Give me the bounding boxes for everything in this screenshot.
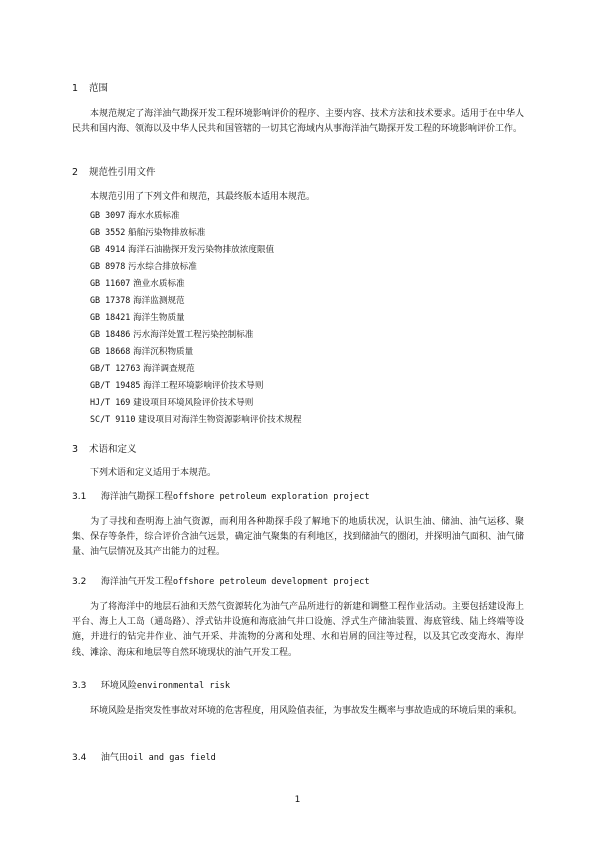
reference-code: GB 18421 [90, 312, 131, 322]
reference-name: 污水综合排放标准 [128, 262, 197, 272]
reference-name: 海洋石油勘探开发污染物排放浓度限值 [128, 245, 275, 255]
term-name-en: offshore petroleum development project [172, 577, 370, 587]
term-number: 3.4 [72, 753, 87, 763]
reference-name: 污水海洋处置工程污染控制标准 [133, 330, 254, 340]
reference-item [90, 294, 185, 308]
section-number: 1 [72, 83, 79, 94]
paragraph-text: 本规范引用了下列文件和规范，其最终版本适用本规范。 [90, 192, 316, 202]
term-3-3-definition [72, 704, 524, 719]
definition-text: 为了将海洋中的地层石油和天然气资源转化为油气产品所进行的新建和调整工程作业活动。主要包括建设海上平台、海上人工岛（通岛路）、浮式钻井设施和海底油气井口设施、浮式生产储油装置、海底管线、陆上终端等设施，并进行的钻完井作业、油气开采、井流物的分离和处理、水和岩屑的回注等过程，以及其它改变海水、海岸线、滩涂、海床和地层等自然环境现状的油气开发工程。 [72, 602, 524, 658]
reference-name: 海洋沉积物质量 [133, 347, 194, 357]
reference-name: 船舶污染物排放标准 [128, 228, 206, 238]
term-3-2-definition [72, 600, 524, 661]
reference-item [90, 226, 205, 240]
definition-text: 为了寻找和查明海上油气资源，而利用各种勘探手段了解地下的地质状况，认识生油、储油、油气运移、聚集、保存等条件，综合评价含油气远景，确定油气聚集的有利地区，找到储油气的圈闭，并探明油气面积、油气储量、油气层情况及其产出能力的过程。 [72, 517, 524, 558]
term-3-1-definition [72, 515, 524, 561]
reference-item [90, 277, 185, 291]
reference-name: 海洋调查规范 [143, 364, 195, 374]
reference-code: GB 18486 [90, 329, 131, 339]
reference-name: 海洋工程环境影响评价技术导则 [143, 381, 264, 391]
reference-code: GB 11607 [90, 278, 131, 288]
section-2-paragraph [72, 190, 524, 205]
term-number: 3.3 [72, 681, 87, 691]
term-number: 3.1 [72, 492, 87, 502]
reference-name: 建设项目环境风险评价技术导则 [133, 398, 254, 408]
paragraph-text: 本规范规定了海洋油气勘探开发工程环境影响评价的程序、主要内容、技术方法和技术要求。适用于在中华人民共和国内海、领海以及中华人民共和国管辖的一切其它海域内从事海洋油气勘探开发工程的环境影响评价工作。 [72, 109, 524, 135]
definition-text: 环境风险是指突发性事故对环境的危害程度，用风险值表征，为事故发生概率与事故造成的环境后果的乘积。 [90, 706, 523, 716]
reference-item [90, 260, 197, 274]
reference-code: GB/T 19485 [90, 380, 141, 390]
reference-code: GB 8978 [90, 261, 126, 271]
reference-item [90, 413, 301, 427]
reference-code: HJ/T 169 [90, 397, 131, 407]
reference-name: 渔业水质标准 [133, 279, 185, 289]
section-1-paragraph [72, 107, 524, 137]
term-3-3-heading [72, 680, 230, 693]
term-3-1-heading [72, 491, 370, 504]
reference-name: 海洋监测规范 [133, 296, 185, 306]
reference-item [90, 345, 193, 359]
reference-code: GB/T 12763 [90, 363, 141, 373]
reference-code: SC/T 9110 [90, 414, 136, 424]
term-name-en: oil and gas field [127, 753, 216, 763]
term-name-en: environmental risk [136, 681, 231, 691]
section-title: 术语和定义 [89, 444, 137, 455]
reference-item [90, 396, 253, 410]
reference-code: GB 18668 [90, 346, 131, 356]
term-name-en: offshore petroleum exploration project [172, 492, 370, 502]
reference-code: GB 3097 [90, 210, 126, 220]
reference-name: 建设项目对海洋生物资源影响评价技术规程 [138, 415, 302, 425]
page-number: 1 [294, 795, 301, 805]
reference-item [90, 328, 253, 342]
reference-item [90, 209, 180, 223]
section-number: 3 [72, 444, 79, 455]
section-3-paragraph [72, 466, 524, 481]
section-3-heading [72, 443, 137, 456]
reference-code: GB 4914 [90, 244, 126, 254]
term-number: 3.2 [72, 577, 87, 587]
term-name-cn: 海洋油气勘探工程 [100, 492, 173, 502]
reference-name: 海洋生物质量 [133, 313, 185, 323]
reference-item [90, 311, 185, 325]
term-3-2-heading [72, 576, 370, 589]
term-name-cn: 环境风险 [100, 681, 137, 691]
reference-code: GB 17378 [90, 295, 131, 305]
section-number: 2 [72, 167, 79, 178]
section-1-heading [72, 82, 108, 95]
reference-item [90, 379, 263, 393]
section-2-heading [72, 166, 156, 179]
section-title: 范围 [89, 83, 109, 94]
term-name-cn: 油气田 [100, 753, 128, 763]
reference-name: 海水水质标准 [128, 211, 180, 221]
reference-item [90, 362, 195, 376]
term-3-4-heading [72, 752, 216, 765]
term-name-cn: 海洋油气开发工程 [100, 577, 173, 587]
reference-item [90, 243, 274, 257]
reference-code: GB 3552 [90, 227, 126, 237]
paragraph-text: 下列术语和定义适用于本规范。 [90, 468, 217, 478]
section-title: 规范性引用文件 [89, 167, 156, 178]
